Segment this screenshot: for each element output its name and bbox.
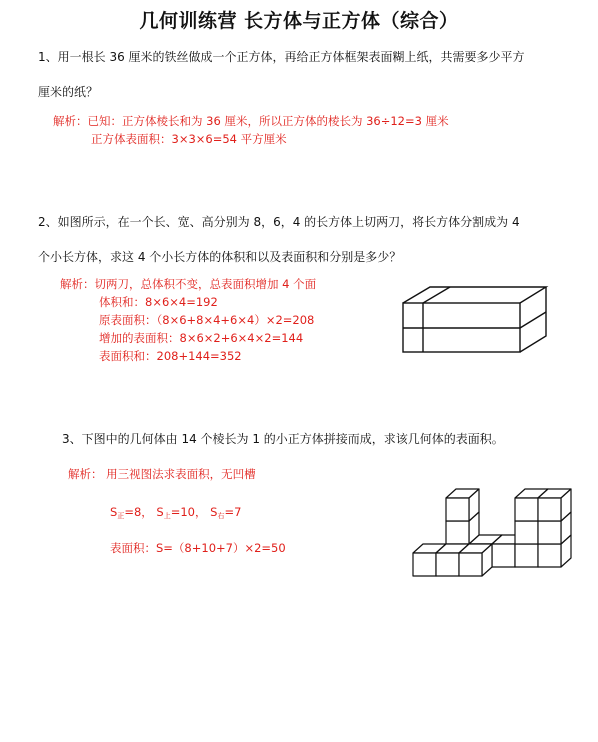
subscript-top: 上 <box>163 512 171 520</box>
solution-1-line-2: 正方体表面积：3×3×6=54 平方厘米 <box>91 132 287 146</box>
s-symbol-top: S <box>156 505 164 519</box>
solution-2-line-2: 体积和：8×6×4=192 <box>99 295 218 309</box>
question-3-line-1: 3、下图中的几何体由 14 个棱长为 1 的小正方体拼接而成，求该几何体的表面积。 <box>62 432 504 446</box>
subscript-right: 右 <box>217 512 225 520</box>
subscript-front: 正 <box>117 512 125 520</box>
unit-cube <box>459 544 492 576</box>
page-title: 几何训练营 长方体与正方体（综合） <box>139 10 459 32</box>
solution-2-line-3: 原表面积：（8×6+8×4+6×4）×2=208 <box>99 313 315 327</box>
question-1-line-2: 厘米的纸？ <box>38 85 99 99</box>
s-symbol-right: S <box>210 505 218 519</box>
solution-3-method: 用三视图法求表面积，无凹槽 <box>106 467 256 481</box>
solution-2-line-1: 解析：切两刀，总体积不变，总表面积增加 4 个面 <box>60 277 317 291</box>
solution-2-line-4: 增加的表面积：8×6×2+6×4×2=144 <box>99 331 304 345</box>
solution-1-line-1: 解析：已知：正方体棱长和为 36 厘米，所以正方体的棱长为 36÷12=3 厘米 <box>53 114 449 128</box>
front-area-value: =8， <box>124 505 153 519</box>
unit-cube <box>538 489 571 521</box>
solution-3-label: 解析： <box>68 467 103 481</box>
unit-cube <box>446 489 479 521</box>
question-2-line-1: 2、如图所示，在一个长、宽、高分别为 8，6，4 的长方体上切两刀，将长方体分割成为 4 <box>38 215 520 229</box>
surface-area-line: 表面积：S=（8+10+7）×2=50 <box>110 541 286 555</box>
solution-2-line-5: 表面积和：208+144=352 <box>99 349 242 363</box>
question-1-line-1: 1、用一根长 36 厘米的铁丝做成一个正方体，再给正方体框架表面糊上纸，共需要多少平方 <box>38 50 525 64</box>
right-area-value: =7 <box>224 505 242 519</box>
s-symbol-front: S <box>110 505 118 519</box>
top-area-value: =10， <box>170 505 207 519</box>
question-2-line-2: 个小长方体，求这 4 个小长方体的体积和以及表面积和分别是多少？ <box>38 250 402 264</box>
